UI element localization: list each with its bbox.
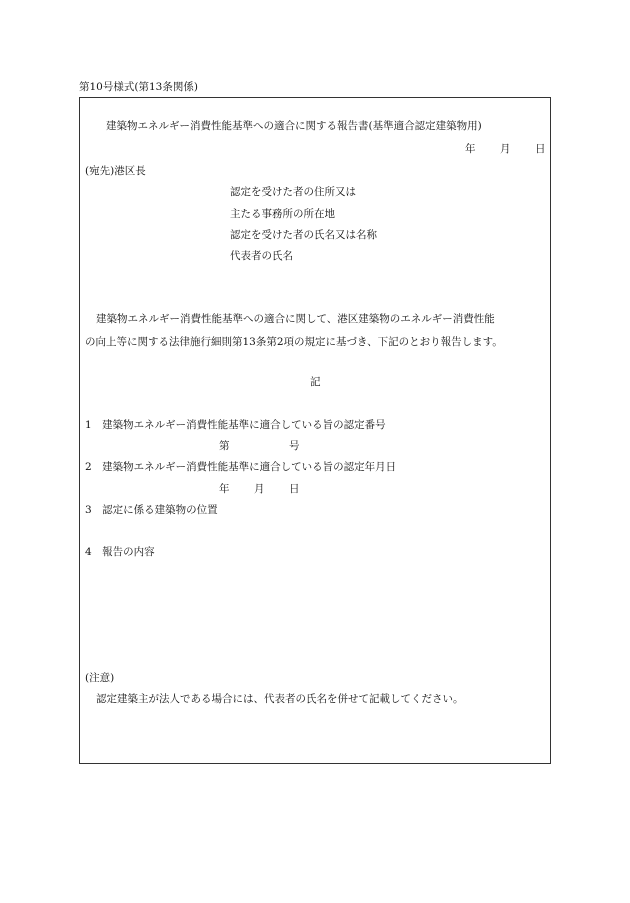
body-line-2: の向上等に関する法律施行細則第13条第2項の規定に基づき、下記のとおり報告します。 <box>85 336 503 348</box>
item-1-go: 号 <box>289 440 300 452</box>
ki-heading: 記 <box>310 376 321 388</box>
body-line-1: 建築物エネルギー消費性能基準への適合に関して、港区建築物のエネルギー消費性能 <box>96 313 495 325</box>
item-1-dai: 第 <box>219 440 230 452</box>
applicant-address-label-1: 認定を受けた者の住所又は <box>230 186 356 198</box>
date-year-label: 年 <box>465 143 476 155</box>
notes-heading: (注意) <box>85 672 115 684</box>
item-2-month: 月 <box>254 483 265 495</box>
applicant-name-label-2: 代表者の氏名 <box>230 250 293 262</box>
item-1-label: 1 建築物エネルギー消費性能基準に適合している旨の認定番号 <box>85 419 386 431</box>
notes-text: 認定建築主が法人である場合には、代表者の氏名を併せて記載してください。 <box>96 693 464 705</box>
item-2-label: 2 建築物エネルギー消費性能基準に適合している旨の認定年月日 <box>85 461 397 473</box>
form-title: 建築物エネルギー消費性能基準への適合に関する報告書(基準適合認定建築物用) <box>106 120 482 132</box>
item-2-year: 年 <box>219 483 230 495</box>
item-3-label: 3 認定に係る建築物の位置 <box>85 504 218 516</box>
date-month-label: 月 <box>500 143 511 155</box>
form-number: 第10号様式(第13条関係) <box>79 81 198 93</box>
addressee: (宛先)港区長 <box>85 165 146 177</box>
applicant-name-label-1: 認定を受けた者の氏名又は名称 <box>230 229 377 241</box>
item-2-day: 日 <box>289 483 300 495</box>
item-4-label: 4 報告の内容 <box>85 546 155 558</box>
applicant-address-label-2: 主たる事務所の所在地 <box>230 208 335 220</box>
date-day-label: 日 <box>535 143 546 155</box>
